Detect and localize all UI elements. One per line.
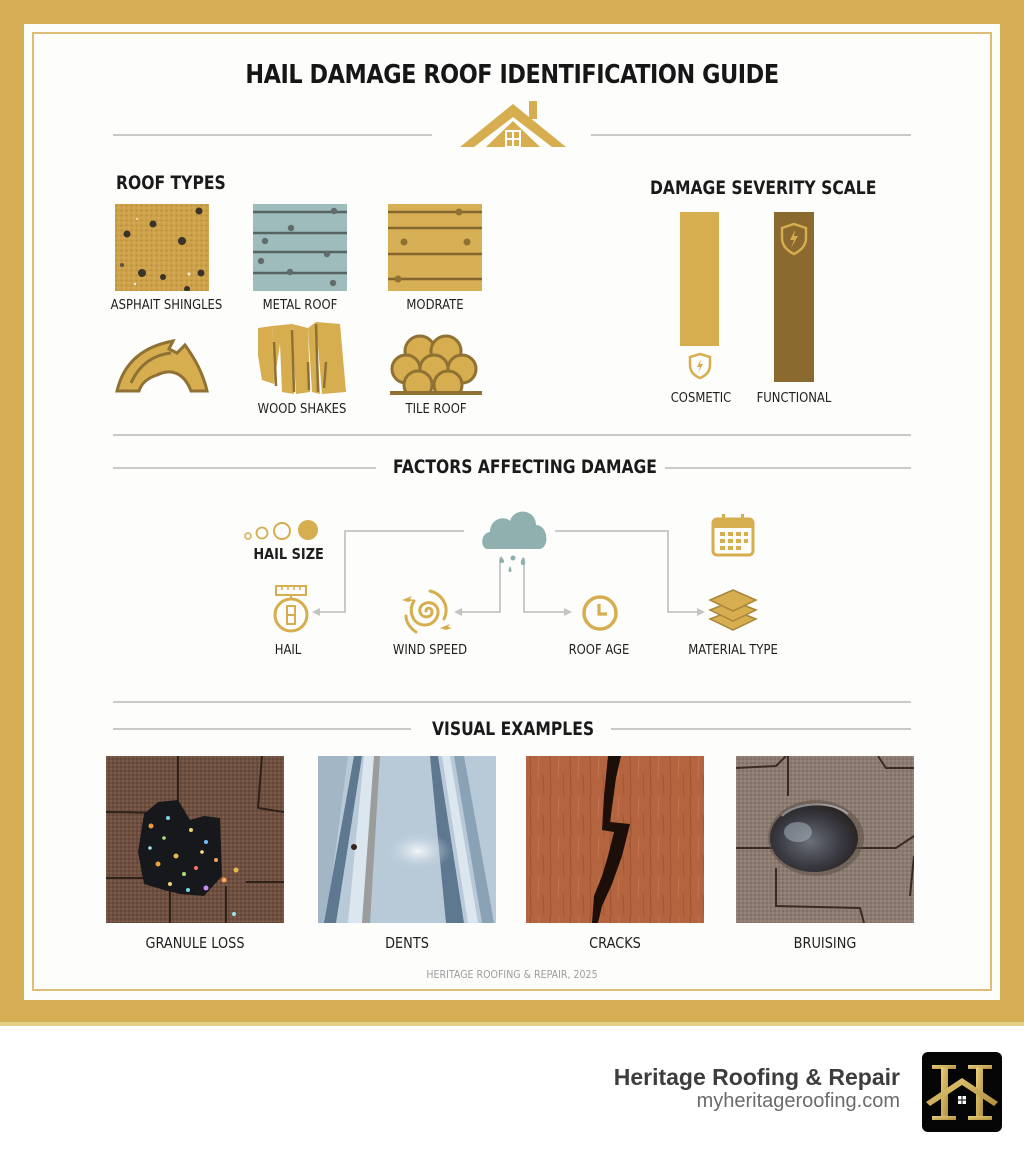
cracks-photo: [526, 756, 704, 923]
brand-url[interactable]: myheritageroofing.com: [696, 1090, 900, 1112]
shield-lightning-icon: [688, 352, 712, 380]
example-label-cracks: CRACKS: [589, 934, 641, 952]
frame-base-line: [0, 1022, 1024, 1026]
calendar-icon: [711, 513, 755, 557]
layers-icon: [708, 588, 758, 632]
examples-heading: VISUAL EXAMPLES: [432, 718, 595, 740]
factors-divider-right: [665, 467, 911, 469]
roof-types-heading: ROOF TYPES: [116, 172, 226, 194]
page-title: HAIL DAMAGE ROOF IDENTIFICATION GUIDE: [245, 60, 779, 90]
cosmetic-severity-bar: [680, 212, 719, 346]
hail-gauge-icon: [271, 584, 311, 634]
clock-icon: [581, 594, 619, 632]
severity-label-cosmetic: COSMETIC: [670, 390, 732, 406]
examples-divider-left: [113, 728, 411, 730]
factor-label-wind-speed: WIND SPEED: [392, 642, 468, 658]
roof-type-label: ASPHAIT SHINGLES: [110, 297, 223, 313]
factor-label-material-type: MATERIAL TYPE: [688, 642, 778, 658]
cracked-roof-tile-icon: [115, 335, 209, 395]
bruising-photo: [736, 756, 914, 923]
roof-type-label: MODRATE: [406, 297, 464, 313]
factors-divider-left: [113, 467, 376, 469]
wood-plank-swatch: [388, 204, 482, 291]
example-label-bruising: BRUISING: [793, 934, 857, 952]
factor-label-roof-age: ROOF AGE: [568, 642, 630, 658]
asphalt-shingle-swatch: [115, 204, 209, 291]
title-divider-right: [591, 134, 911, 136]
roof-type-label: METAL ROOF: [262, 297, 338, 313]
example-label-dents: DENTS: [385, 934, 429, 952]
brand-name: Heritage Roofing & Repair: [613, 1064, 900, 1090]
wood-shakes-icon: [256, 322, 348, 397]
metal-roof-swatch: [253, 204, 347, 291]
roof-type-label: TILE ROOF: [405, 401, 467, 417]
heritage-h-house-logo: [922, 1052, 1002, 1132]
hail-size-circles-icon: [242, 518, 322, 542]
house-roof-icon: [460, 100, 566, 148]
granule-loss-photo: [106, 756, 284, 923]
examples-divider-right: [611, 728, 911, 730]
title-divider-left: [113, 134, 432, 136]
dents-photo: [318, 756, 496, 923]
credit-line: HERITAGE ROOFING & REPAIR, 2025: [426, 968, 598, 981]
example-label-granule-loss: GRANULE LOSS: [145, 934, 245, 952]
roof-type-label: WOOD SHAKES: [257, 401, 347, 417]
factor-label-hail: HAIL: [274, 642, 302, 658]
clay-tile-icon: [390, 333, 482, 395]
hail-cloud-icon: [478, 503, 552, 577]
shield-lightning-icon: [780, 222, 808, 256]
wind-swirl-icon: [398, 586, 454, 636]
severity-label-functional: FUNCTIONAL: [756, 390, 832, 406]
factors-heading: FACTORS AFFECTING DAMAGE: [393, 456, 657, 478]
severity-heading: DAMAGE SEVERITY SCALE: [650, 177, 877, 199]
hail-size-label: HAIL SIZE: [253, 545, 324, 563]
section-divider: [113, 701, 911, 703]
section-divider: [113, 434, 911, 436]
